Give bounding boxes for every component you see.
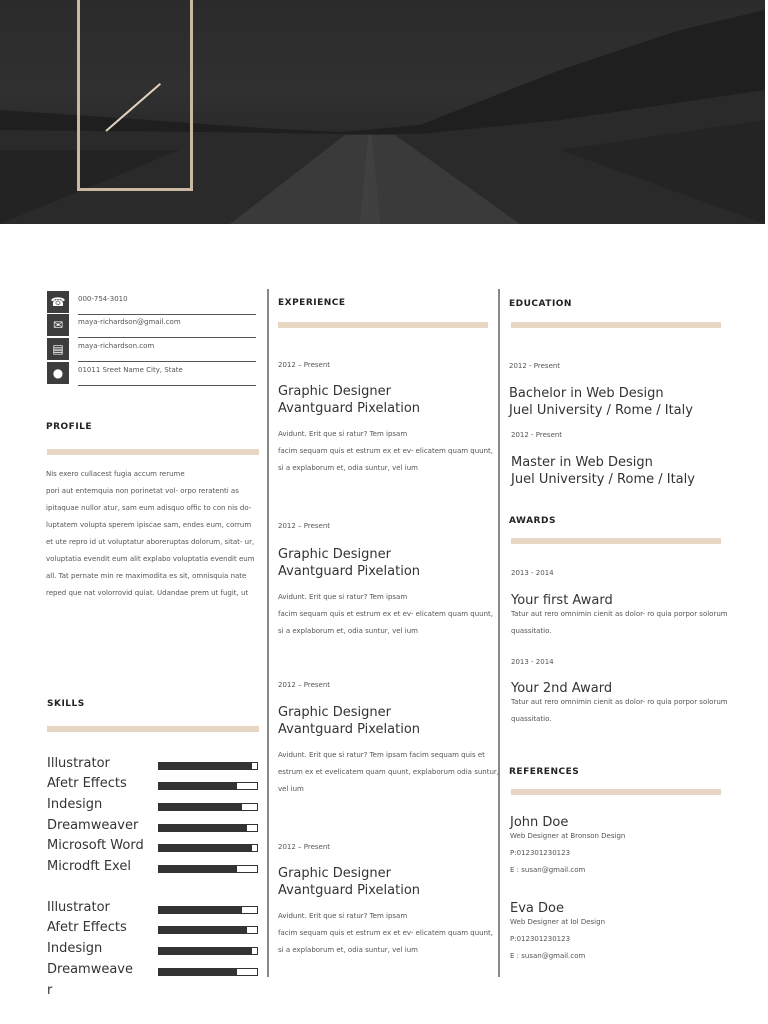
- column-divider-right: [498, 289, 500, 977]
- experience-accent-bar: [278, 322, 488, 328]
- skill-bar-fill: [159, 866, 237, 872]
- logo-frame: [77, 0, 193, 191]
- skill-name: Afetr Effects: [47, 920, 127, 935]
- skill-bar-fill: [159, 845, 252, 851]
- awards-accent-bar: [511, 538, 721, 544]
- skill-bar-fill: [159, 804, 242, 810]
- awards-title: AWARDS: [509, 516, 556, 526]
- email-text: maya-richardson@gmail.com: [78, 318, 181, 326]
- experience-company: Avantguard Pixelation: [278, 401, 421, 416]
- contact-email: [47, 314, 255, 336]
- reference-phone: P:012301230123: [510, 849, 571, 857]
- profile-line: ipitaquae nullor atur, sam eum adisquo offic to con nis do-: [46, 504, 252, 512]
- experience-desc-line: si a explaborum et, odia suntur, vel ium: [278, 946, 418, 954]
- skill-bar: [158, 782, 258, 790]
- reference-phone: P:012301230123: [510, 935, 571, 943]
- skill-item: [47, 920, 259, 940]
- skill-item: [47, 756, 259, 776]
- skill-name: Microdft Exel: [47, 859, 131, 874]
- website-text: maya-richardson.com: [78, 342, 155, 350]
- skill-name: Illustrator: [47, 756, 110, 771]
- contact-phone: [47, 291, 255, 313]
- skill-bar: [158, 926, 258, 934]
- profile-accent-bar: [47, 449, 259, 455]
- reference-name: John Doe: [510, 815, 569, 830]
- skill-bar-fill: [159, 825, 247, 831]
- skill-name: Afetr Effects: [47, 776, 127, 791]
- skill-name: Illustrator: [47, 900, 110, 915]
- skill-name: Dreamweaver: [47, 818, 139, 833]
- profile-line: luptatem volupta sperem ipiscae sam, endes eum, corrum: [46, 521, 252, 529]
- education-date: 2012 - Present: [511, 431, 563, 439]
- experience-desc-line: vel ium: [278, 785, 304, 793]
- skill-name: Dreamweave: [47, 962, 133, 977]
- skill-bar-fill: [159, 907, 242, 913]
- profile-line: pori aut entemquia non porinetat vol- orpo reratenti as: [46, 487, 239, 495]
- experience-role: Graphic Designer: [278, 866, 391, 881]
- location-pin-icon: ●: [47, 362, 69, 384]
- award-desc-line: quassitatio.: [511, 627, 552, 635]
- award-date: 2013 - 2014: [511, 569, 554, 577]
- skill-item: [47, 818, 259, 838]
- skill-bar: [158, 762, 258, 770]
- profile-line: Nis exero cullacest fugia accum rerume: [46, 470, 185, 478]
- education-accent-bar: [511, 322, 721, 328]
- experience-desc-line: si a explaborum et, odia suntur, vel ium: [278, 464, 418, 472]
- experience-company: Avantguard Pixelation: [278, 564, 421, 579]
- award-name: Your first Award: [511, 593, 613, 608]
- education-school: Juel University / Rome / Italy: [511, 472, 695, 487]
- education-school: Juel University / Rome / Italy: [509, 403, 693, 418]
- skill-bar: [158, 844, 258, 852]
- experience-company: Avantguard Pixelation: [278, 722, 421, 737]
- skill-bar: [158, 906, 258, 914]
- skill-name-wrap: r: [47, 983, 53, 998]
- experience-desc-line: Avidunt. Erit que si ratur? Tem ipsam facim sequam quis et: [278, 751, 485, 759]
- references-accent-bar: [511, 789, 721, 795]
- references-title: REFERENCES: [509, 767, 580, 777]
- skill-bar: [158, 824, 258, 832]
- skill-item: [47, 797, 259, 817]
- experience-desc-line: si a explaborum et, odia suntur, vel ium: [278, 627, 418, 635]
- experience-desc-line: Avidunt. Erit que si ratur? Tem ipsam: [278, 912, 408, 920]
- experience-date: 2012 – Present: [278, 843, 331, 851]
- reference-email: E : susan@gmail.com: [510, 866, 586, 874]
- reference-role: Web Designer at Iol Design: [510, 918, 606, 926]
- experience-company: Avantguard Pixelation: [278, 883, 421, 898]
- skills-accent-bar: [47, 726, 259, 732]
- skill-item: [47, 776, 259, 796]
- skill-bar-fill: [159, 927, 247, 933]
- skill-bar: [158, 947, 258, 955]
- experience-title: EXPERIENCE: [278, 298, 346, 308]
- experience-desc-line: Avidunt. Erit que si ratur? Tem ipsam: [278, 593, 408, 601]
- experience-desc-line: estrum ex et evelicatem quam quunt, explaborum odia suntur,: [278, 768, 500, 776]
- column-divider-left: [267, 289, 269, 977]
- skill-name: Microsoft Word: [47, 838, 144, 853]
- header-photo: [0, 0, 765, 224]
- phone-icon: ☎: [47, 291, 69, 313]
- experience-desc-line: facim sequam quis et estrum ex et ev- elicatem quam quunt,: [278, 447, 493, 455]
- education-degree: Bachelor in Web Design: [509, 386, 664, 401]
- skill-bar-fill: [159, 948, 252, 954]
- experience-date: 2012 – Present: [278, 361, 331, 369]
- profile-text: [46, 466, 259, 602]
- contact-divider: [78, 385, 256, 386]
- award-date: 2013 - 2014: [511, 658, 554, 666]
- award-desc-line: quassitatio.: [511, 715, 552, 723]
- award-desc-line: Tatur aut rero omnimin cienit as dolor- ro quia porpor solorum: [511, 698, 728, 706]
- skill-bar: [158, 865, 258, 873]
- skill-bar: [158, 803, 258, 811]
- skills-title: SKILLS: [47, 699, 85, 709]
- profile-line: all. Tat pernate min re maximodita es sit, omnisquia nate: [46, 572, 247, 580]
- skill-bar-fill: [159, 969, 237, 975]
- contact-address: [47, 362, 255, 384]
- skill-name: Indesign: [47, 941, 103, 956]
- skill-item: [47, 962, 259, 982]
- skill-item: [47, 859, 259, 879]
- education-degree: Master in Web Design: [511, 455, 653, 470]
- profile-line: voluptatia evendit eum alit explabo voluptatia evendit eum: [46, 555, 255, 563]
- skill-bar-fill: [159, 763, 252, 769]
- skill-bar: [158, 968, 258, 976]
- profile-line: reped que nat volorrovid quiat. Udandae prem ut fugit, ut: [46, 589, 249, 597]
- education-title: EDUCATION: [509, 299, 572, 309]
- experience-role: Graphic Designer: [278, 705, 391, 720]
- award-desc-line: Tatur aut rero omnimin cienit as dolor- ro quia porpor solorum: [511, 610, 728, 618]
- skill-bar-fill: [159, 783, 237, 789]
- reference-email: E : susan@gmail.com: [510, 952, 586, 960]
- experience-role: Graphic Designer: [278, 384, 391, 399]
- experience-date: 2012 – Present: [278, 681, 331, 689]
- profile-line: et ute repro id ut voluptatur aboreruptas dolorum, sitat- ur,: [46, 538, 255, 546]
- experience-desc-line: Avidunt. Erit que si ratur? Tem ipsam: [278, 430, 408, 438]
- experience-desc-line: facim sequam quis et estrum ex et ev- elicatem quam quunt,: [278, 929, 493, 937]
- browser-icon: ▤: [47, 338, 69, 360]
- phone-text: 000-754-3010: [78, 295, 128, 303]
- education-date: 2012 - Present: [509, 362, 561, 370]
- profile-title: PROFILE: [46, 422, 93, 432]
- address-text: 01011 Sreet Name City, State: [78, 366, 183, 374]
- reference-role: Web Designer at Bronson Design: [510, 832, 626, 840]
- reference-name: Eva Doe: [510, 901, 564, 916]
- skill-item: [47, 838, 259, 858]
- skill-item: [47, 941, 259, 961]
- contact-website: [47, 338, 255, 360]
- skill-name: Indesign: [47, 797, 103, 812]
- envelope-icon: ✉: [47, 314, 69, 336]
- experience-desc-line: facim sequam quis et estrum ex et ev- elicatem quam quunt,: [278, 610, 493, 618]
- experience-date: 2012 – Present: [278, 522, 331, 530]
- award-name: Your 2nd Award: [511, 681, 613, 696]
- experience-role: Graphic Designer: [278, 547, 391, 562]
- skill-item: [47, 900, 259, 920]
